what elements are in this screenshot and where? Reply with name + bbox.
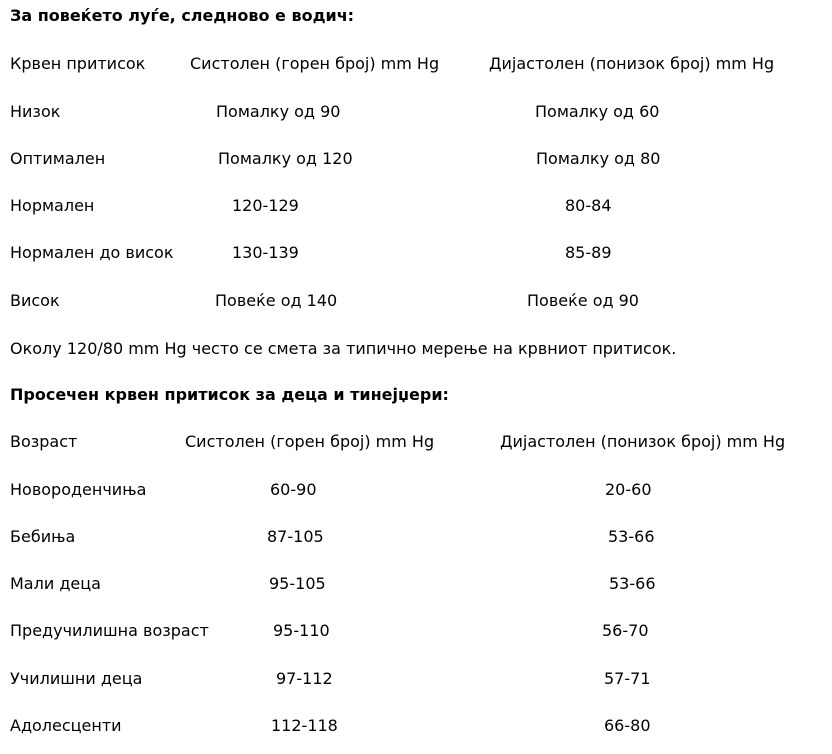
adult-heading: За повеќето луѓе, следново е водич:: [10, 6, 355, 25]
children-header-diastolic: Дијастолен (понизок број) mm Hg: [500, 432, 786, 451]
children-row-systolic: 87-105: [267, 527, 324, 546]
adult-row-diastolic: 85-89: [565, 243, 612, 262]
adult-row-diastolic: Помалку од 60: [535, 102, 660, 121]
children-header-label: Возраст: [10, 432, 78, 451]
adult-row-label: Нормален: [10, 196, 95, 215]
children-header-systolic: Систолен (горен број) mm Hg: [185, 432, 435, 451]
adult-row-label: Низок: [10, 102, 61, 121]
adult-row-systolic: Помалку од 120: [218, 149, 353, 168]
adult-row-label: Оптимален: [10, 149, 106, 168]
children-row-label: Училишни деца: [10, 669, 143, 688]
adult-row-diastolic: Помалку од 80: [536, 149, 661, 168]
children-row-diastolic: 66-80: [604, 716, 651, 735]
children-row-systolic: 60-90: [270, 480, 317, 499]
adult-header-diastolic: Дијастолен (понизок број) mm Hg: [489, 54, 775, 73]
children-row-diastolic: 20-60: [605, 480, 652, 499]
adult-row-systolic: 130-139: [232, 243, 299, 262]
adult-note: Околу 120/80 mm Hg често се смета за типично мерење на крвниот притисок.: [10, 339, 677, 358]
adult-row-label: Нормален до висок: [10, 243, 174, 262]
children-heading: Просечен крвен притисок за деца и тинејџери:: [10, 385, 449, 404]
adult-header-label: Крвен притисок: [10, 54, 146, 73]
children-row-label: Бебиња: [10, 527, 76, 546]
children-row-label: Новороденчиња: [10, 480, 147, 499]
children-row-systolic: 95-110: [273, 621, 330, 640]
children-row-diastolic: 53-66: [609, 574, 656, 593]
children-row-diastolic: 56-70: [602, 621, 649, 640]
adult-row-systolic: Помалку од 90: [216, 102, 341, 121]
children-row-systolic: 112-118: [271, 716, 338, 735]
children-row-diastolic: 57-71: [604, 669, 651, 688]
children-row-diastolic: 53-66: [608, 527, 655, 546]
children-row-label: Мали деца: [10, 574, 101, 593]
adult-row-label: Висок: [10, 291, 60, 310]
children-row-label: Предучилишна возраст: [10, 621, 209, 640]
adult-row-systolic: Повеќе од 140: [215, 291, 338, 310]
adult-row-systolic: 120-129: [232, 196, 299, 215]
children-row-label: Адолесценти: [10, 716, 122, 735]
adult-header-systolic: Систолен (горен број) mm Hg: [190, 54, 440, 73]
adult-row-diastolic: Повеќе од 90: [527, 291, 639, 310]
children-row-systolic: 97-112: [276, 669, 333, 688]
children-row-systolic: 95-105: [269, 574, 326, 593]
adult-row-diastolic: 80-84: [565, 196, 612, 215]
